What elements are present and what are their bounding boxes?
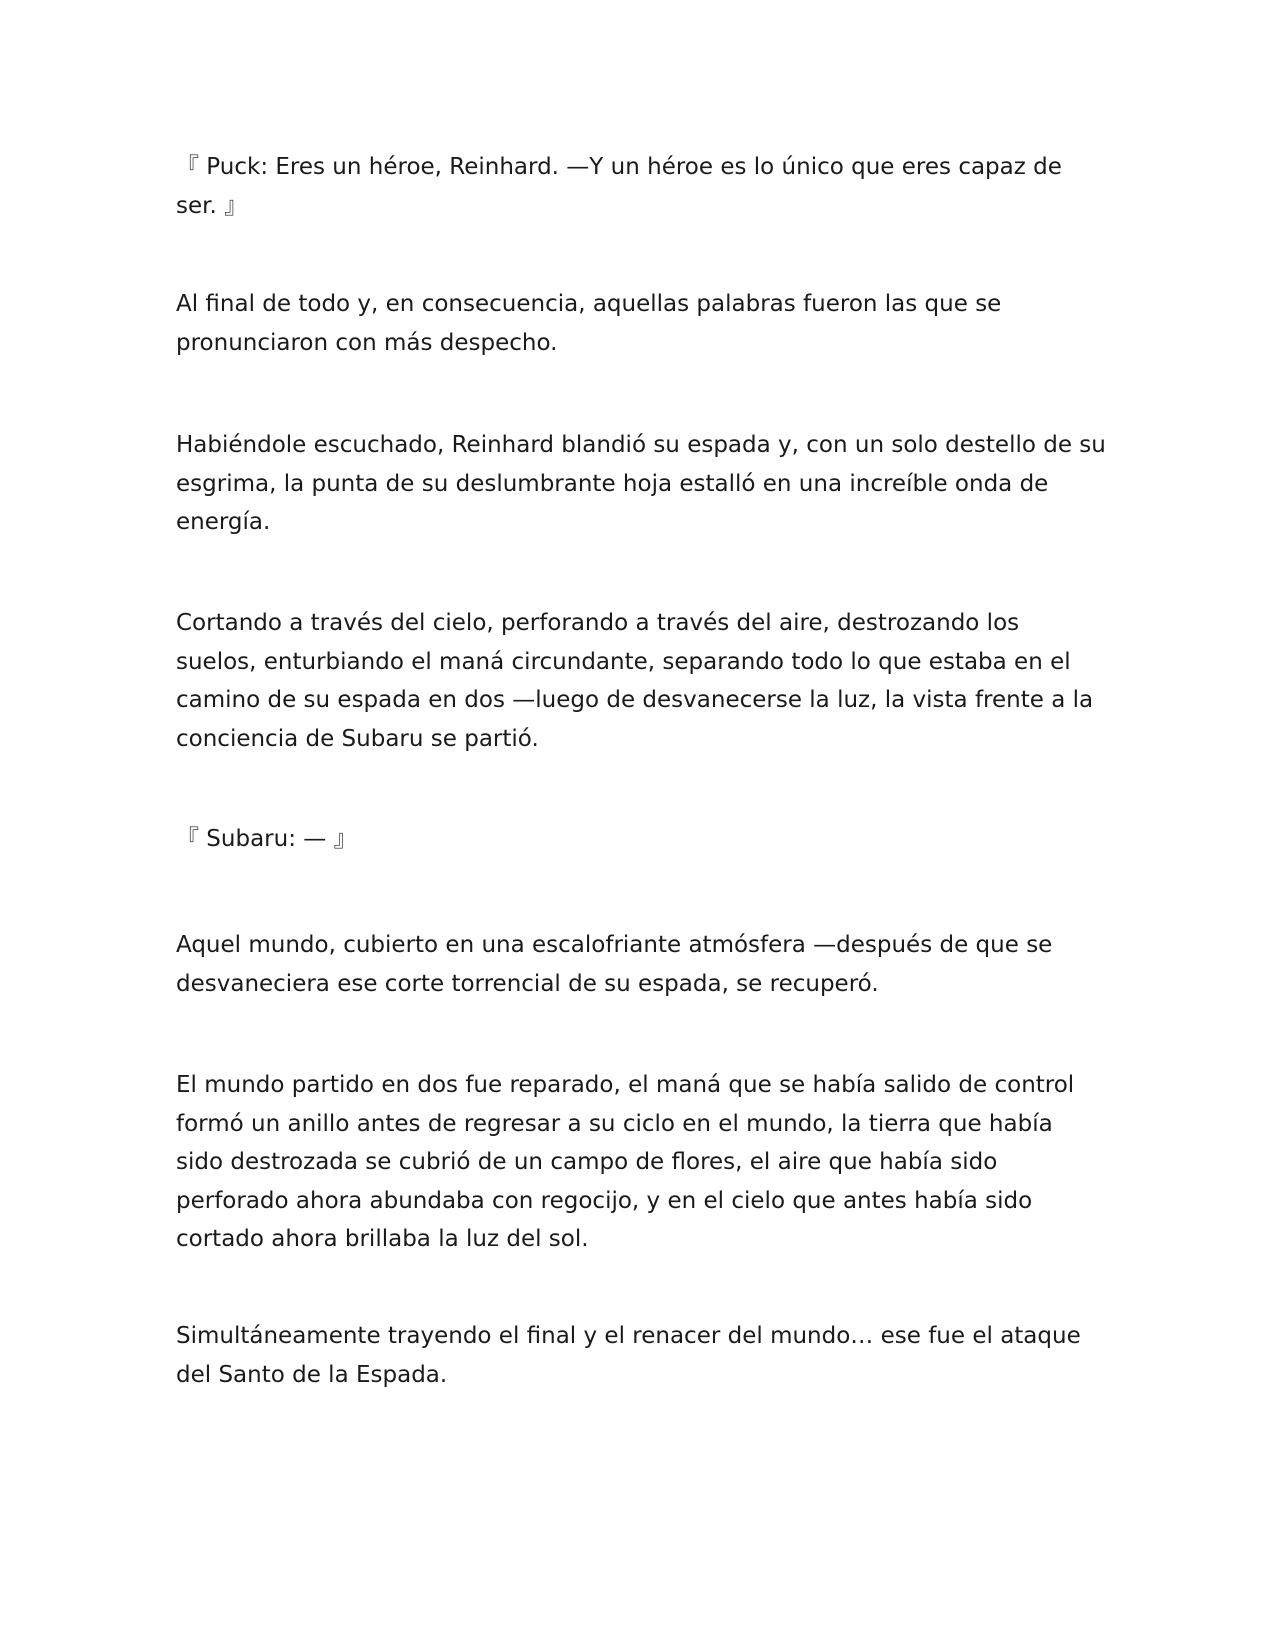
paragraph: Aquel mundo, cubierto en una escalofriante atmósfera —después de que se desvaneciera ese corte torrencial de su espada, se recuperó. bbox=[176, 932, 1053, 997]
dialogue-subaru: 『 Subaru: — 』 bbox=[176, 826, 357, 852]
paragraph: Cortando a través del cielo, perforando a través del aire, destrozando los suelos, enturbiando el maná circundante, separando todo lo que estaba en el camino de su espada en dos —luego de desvanecerse la luz, la vista frente a la conciencia de Subaru se partió. bbox=[176, 610, 1094, 752]
paragraph: Habiéndole escuchado, Reinhard blandió su espada y, con un solo destello de su esgrima, la punta de su deslumbrante hoja estalló en una increíble onda de energía. bbox=[176, 432, 1106, 535]
dialogue-puck: 『 Puck: Eres un héroe, Reinhard. —Y un héroe es lo único que eres capaz de ser. 』 bbox=[176, 154, 1062, 219]
paragraph: El mundo partido en dos fue reparado, el maná que se había salido de control formó un anillo antes de regresar a su ciclo en el mundo, la tierra que había sido destrozada se cubrió de un campo de flores, el aire que había sido perforado ahora abundaba con regocijo, y en el cielo que antes había sido cortado ahora brillaba la luz del sol. bbox=[176, 1072, 1075, 1252]
paragraph: Simultáneamente trayendo el final y el renacer del mundo… ese fue el ataque del Santo de la Espada. bbox=[176, 1323, 1081, 1388]
paragraph: Al final de todo y, en consecuencia, aquellas palabras fueron las que se pronunciaron con más despecho. bbox=[176, 291, 1002, 356]
